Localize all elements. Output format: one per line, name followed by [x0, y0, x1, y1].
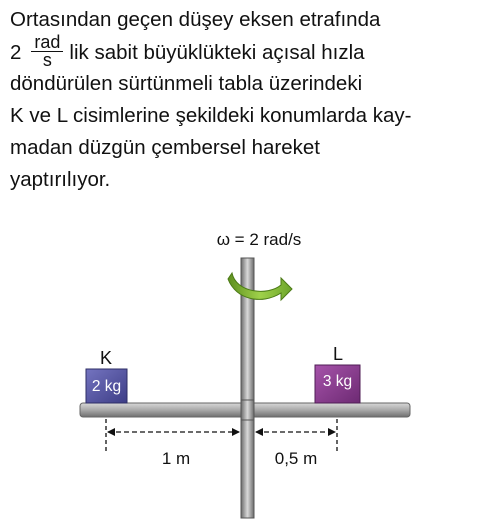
fraction-denominator: s	[42, 50, 52, 70]
problem-line-1: Ortasından geçen düşey eksen etrafında	[10, 8, 381, 31]
block-k-name: K	[99, 348, 113, 368]
problem-line-6: yaptırılıyor.	[10, 168, 111, 191]
distance-l-label: 0,5 m	[274, 449, 318, 468]
block-l-mass: 3 kg	[322, 373, 353, 390]
problem-line-4: K ve L cisimlerine şekildeki konumlarda kay-	[10, 104, 412, 127]
problem-line-3: döndürülen sürtünmeli tabla üzerindeki	[10, 72, 363, 95]
axis-front-segment	[241, 400, 254, 420]
problem-line-5: madan düzgün çembersel hareket	[10, 136, 320, 159]
distance-k-label: 1 m	[161, 449, 191, 468]
rotation-arrow-icon	[228, 273, 292, 300]
block-l-name: L	[332, 344, 344, 364]
omega-label: ω = 2 rad/s	[216, 230, 302, 249]
angular-speed-value: 2	[10, 40, 22, 64]
block-k-mass: 2 kg	[91, 378, 122, 395]
fraction-numerator: rad	[31, 34, 63, 52]
problem-line-2-text: lik sabit büyüklükteki açısal hızla	[69, 40, 365, 64]
